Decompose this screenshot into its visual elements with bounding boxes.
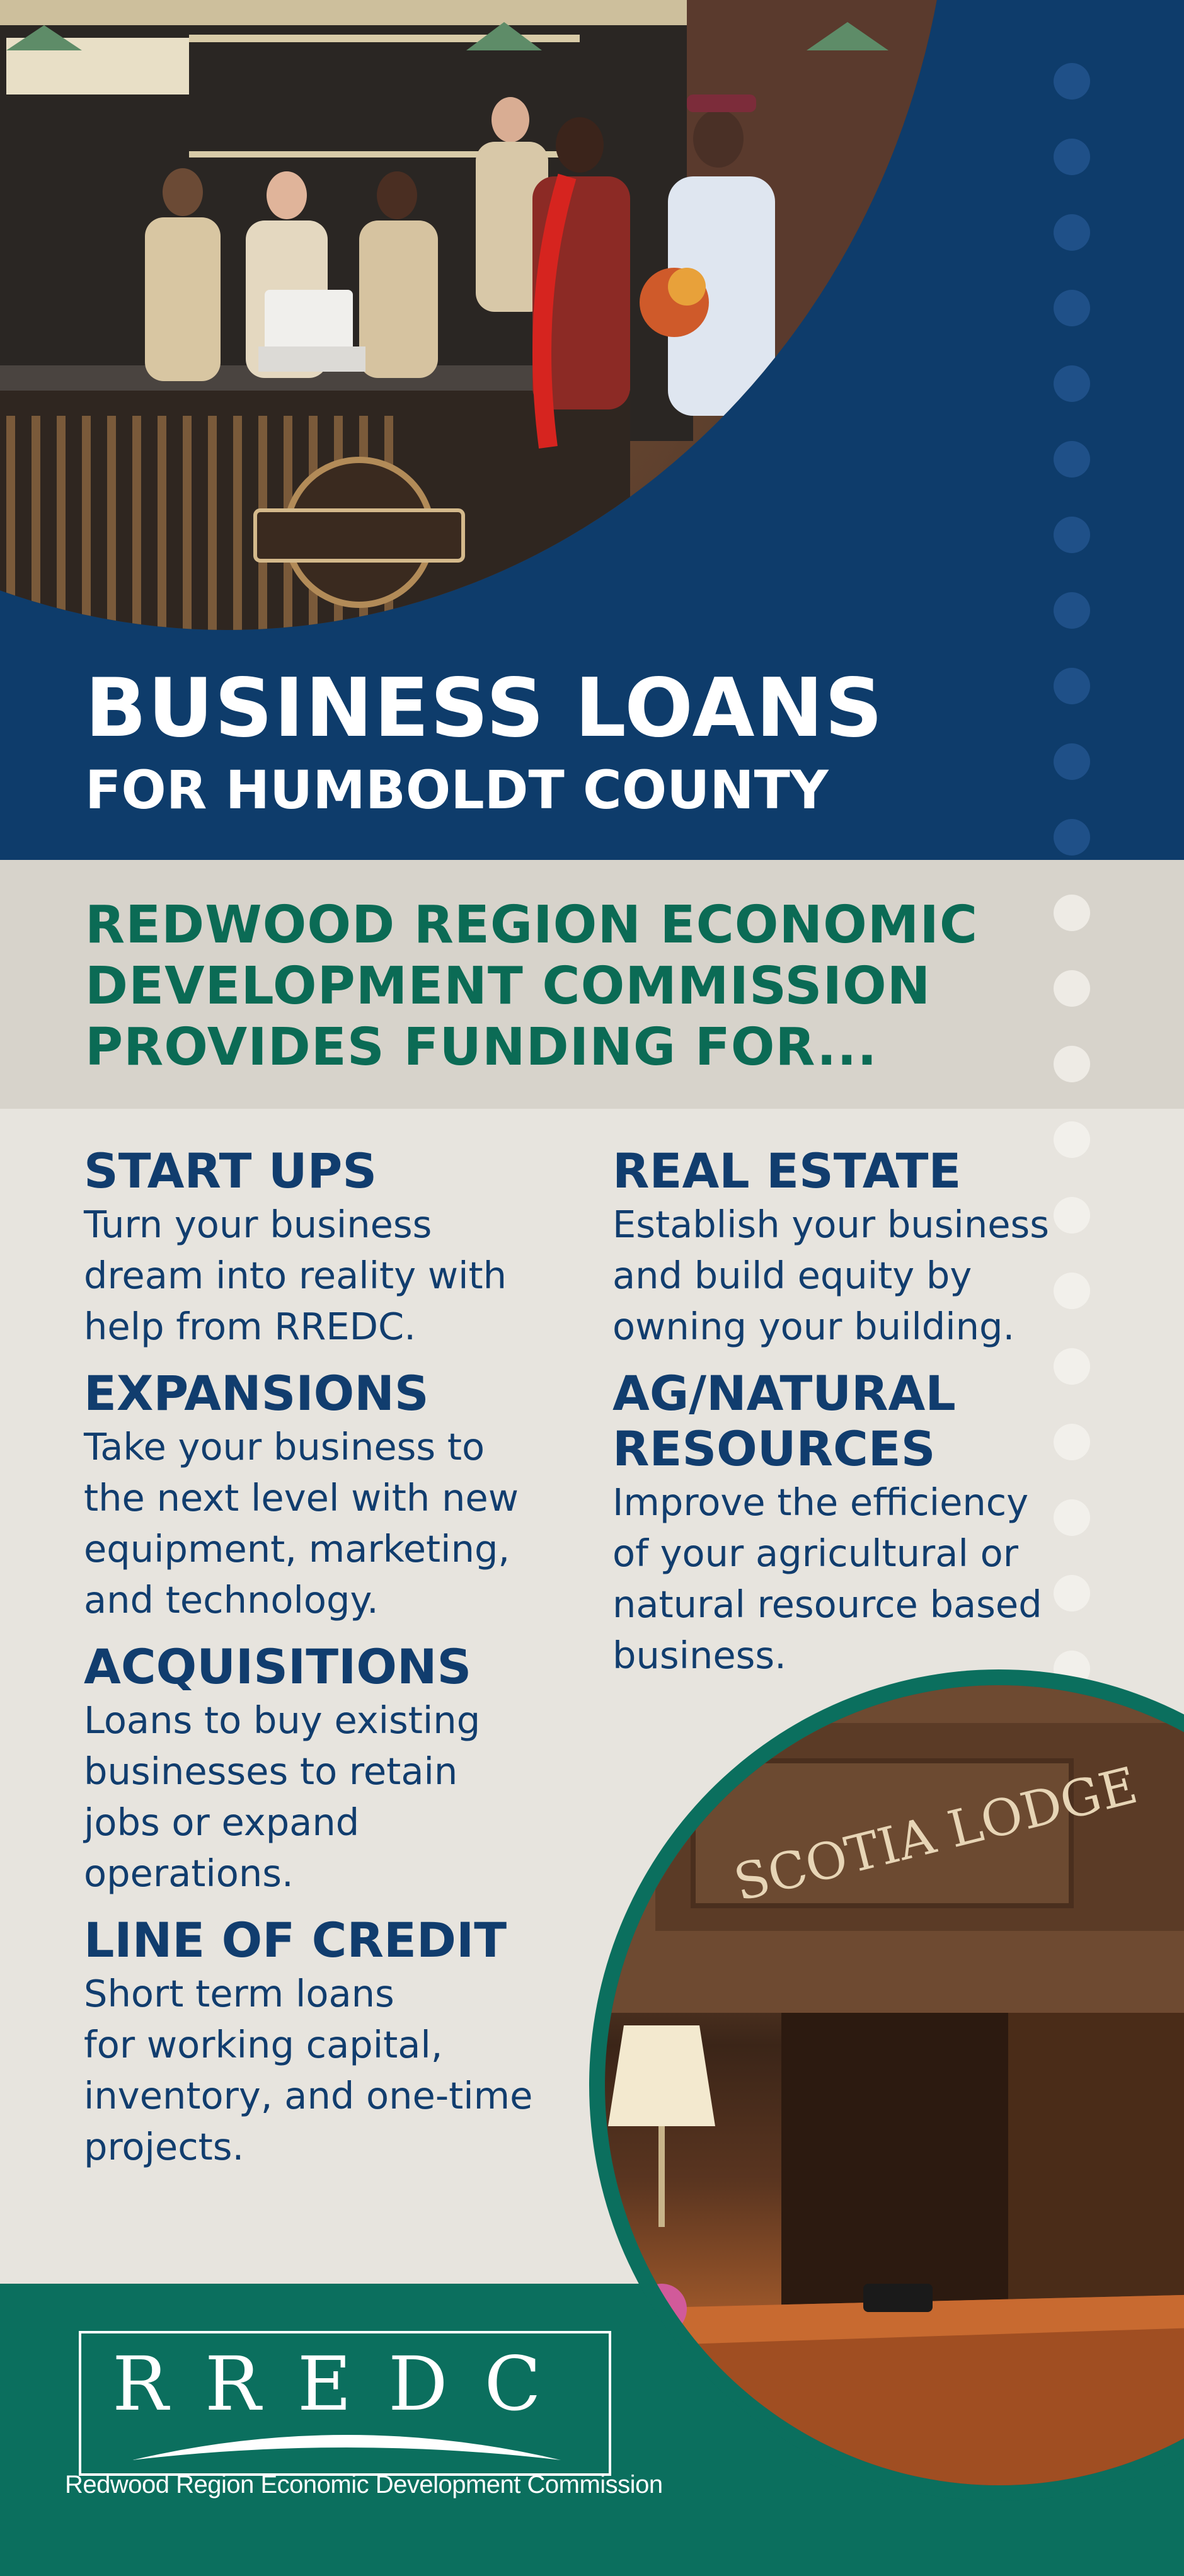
dot-icon xyxy=(1054,365,1090,402)
dot-icon xyxy=(1054,63,1090,100)
category-text-line: Take your business to xyxy=(84,1425,485,1468)
dot-icon xyxy=(1054,592,1090,629)
category-text-line: equipment, marketing, xyxy=(84,1527,510,1571)
category-expansions xyxy=(84,1366,588,1625)
categories-right xyxy=(612,1143,1117,1681)
logo-letters: RREDC xyxy=(112,2340,578,2427)
lodge-sign-text: SCOTIA LODGE xyxy=(728,1756,1143,1913)
category-text-line: the next level with new xyxy=(84,1476,519,1520)
category-text-line: Turn your business xyxy=(84,1203,432,1246)
category-text-line: businesses to retain xyxy=(84,1749,458,1793)
dot-icon xyxy=(1054,668,1090,704)
footer-caption: Redwood Region Economic Development Commission xyxy=(65,2471,663,2499)
category-ag-natural-resources xyxy=(612,1366,1117,1681)
dot-icon xyxy=(1054,819,1090,856)
intro-line: DEVELOPMENT COMMISSION xyxy=(85,956,931,1016)
category-start-ups xyxy=(84,1143,588,1352)
intro-line: PROVIDES FUNDING FOR... xyxy=(85,1017,878,1077)
category-text-line: Short term loans xyxy=(84,1972,394,2015)
dot-icon xyxy=(1054,139,1090,175)
categories-left xyxy=(84,1143,588,2172)
category-text xyxy=(612,1199,1117,1352)
category-heading-line: RESOURCES xyxy=(612,1421,936,1477)
dot-icon xyxy=(1054,517,1090,553)
cafe-photo xyxy=(0,0,951,630)
page-subtitle: FOR HUMBOLDT COUNTY xyxy=(85,759,829,821)
category-text xyxy=(84,1199,588,1352)
intro-line: REDWOOD REGION ECONOMIC xyxy=(85,895,979,955)
category-heading xyxy=(612,1366,1117,1477)
category-text-line: natural resource based xyxy=(612,1583,1042,1626)
category-text-line: and build equity by xyxy=(612,1254,972,1297)
page-title: BUSINESS LOANS xyxy=(85,661,884,755)
category-heading-line: AG/NATURAL xyxy=(612,1365,956,1421)
category-text xyxy=(612,1477,1117,1681)
category-text-line: inventory, and one-time xyxy=(84,2074,533,2117)
intro-heading xyxy=(85,895,978,1078)
lodge-photo xyxy=(605,1685,1184,2485)
dot-icon xyxy=(1054,290,1090,326)
category-text-line: dream into reality with xyxy=(84,1254,507,1297)
category-real-estate xyxy=(612,1143,1117,1352)
category-heading: ACQUISITIONS xyxy=(84,1639,472,1695)
category-text-line: of your agricultural or xyxy=(612,1531,1018,1575)
dot-icon xyxy=(1054,214,1090,251)
logo-arc xyxy=(132,2422,561,2466)
dot-icon xyxy=(1054,743,1090,780)
category-text-line: Establish your business xyxy=(612,1203,1049,1246)
category-text-line: help from RREDC. xyxy=(84,1305,416,1348)
category-heading: START UPS xyxy=(84,1143,377,1199)
category-text-line: Loans to buy existing xyxy=(84,1698,481,1742)
dot-icon xyxy=(1054,1046,1090,1082)
category-text-line: jobs or expand xyxy=(84,1800,360,1844)
category-text-line: Improve the efficiency xyxy=(612,1480,1029,1524)
category-text-line: for working capital, xyxy=(84,2023,443,2066)
category-text xyxy=(84,1421,588,1625)
category-text-line: and technology. xyxy=(84,1578,379,1622)
category-heading: LINE OF CREDIT xyxy=(84,1912,507,1968)
category-heading: EXPANSIONS xyxy=(84,1365,429,1421)
category-acquisitions xyxy=(84,1639,588,1899)
dot-icon xyxy=(1054,441,1090,478)
category-text-line: projects. xyxy=(84,2125,244,2168)
category-text-line: business. xyxy=(612,1634,786,1677)
category-line-of-credit xyxy=(84,1913,588,2172)
dot-icon xyxy=(1054,970,1090,1007)
category-text xyxy=(84,1968,588,2172)
dot-icon xyxy=(1054,895,1090,931)
category-text-line: owning your building. xyxy=(612,1305,1015,1348)
category-text xyxy=(84,1695,588,1899)
category-heading: REAL ESTATE xyxy=(612,1143,962,1199)
category-text-line: operations. xyxy=(84,1852,294,1895)
